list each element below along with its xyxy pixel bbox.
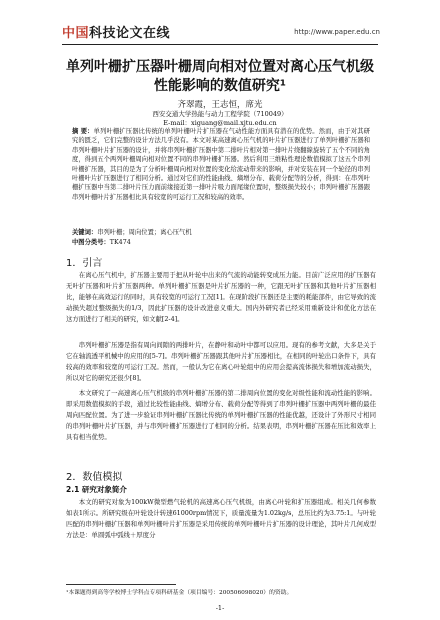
header-divider xyxy=(62,44,378,45)
section-1-paragraph-2: 串列叶栅扩压器是指有周向间隙的两排叶片，在静叶和动叶中都可以应用。现有的参考文献，大多是关于它在轴流透平机械中的应用的[5-7]。串列叶栅扩压器跟其他叶片扩压器相比，在相同的叶轮出口条件下，具有较高的效率和较宽的可运行工况。然而，一般认为它在离心叶轮组中的应用会提高流体损失和增加流动损失，所以对它的研究还很少[8]。 xyxy=(66,341,376,382)
section-1-paragraph-1: 在离心压气机中，扩压器主要用于把从叶轮中出来的气流的动能转变成压力能。目前广泛应用的扩压器有无叶扩压器和叶片扩压器两种。单列叶栅扩压器是叶片扩压器的一种，它跟无叶扩压器和其他叶片扩压器相比，能够在高效运行的同时，具有较宽的可运行工况[1]。在现阶段扩压器还是主要的耗能部件，由它导致的流动损失超过整级损失的1/3，因此扩压器的设计改进意义重大。国内外研究者已经采用重新设计和优化方法在这方面进行了相关的研究，如文献[2-4]。 xyxy=(66,271,376,323)
clc-label: 中图分类号： xyxy=(72,239,110,246)
section-1-heading: 1．引言 xyxy=(66,258,103,269)
abstract-label: 摘 要： xyxy=(72,128,94,135)
affiliation xyxy=(62,110,378,128)
site-url[interactable]: http://www.paper.edu.cn xyxy=(294,28,380,36)
clc-number xyxy=(72,238,370,247)
paper-title: 单列叶栅扩压器叶栅周向相对位置对离心压气机级性能影响的数值研究¹ xyxy=(66,59,374,94)
affiliation-institution: 西安交通大学热能与动力工程学院（710049） xyxy=(152,110,288,118)
page-header xyxy=(0,0,440,50)
footnote: ¹本课题得到高等学校博士学科点专项科研基金（项目编号：200506098020）的资助。 xyxy=(66,590,293,596)
abstract-text: 单列叶栅扩压器比传统的单列叶栅叶片扩压器在气动性能方面具有潜在的优势。然而，由于对其研究的匮乏，它们完整的设计方法几乎没有。本文对某高速离心压气机的叶片扩压器进行了单列叶栅扩压器和串列叶栅叶片扩压器的设计，并将串列叶栅扩压器中第二排叶片相对第一排叶片绕翻線旋转了五个不同的角度，得到五个两列叶栅周向相对位置不同的串列叶栅扩压器。然后利用三维粘性理论数值模拟了这五个串列叶栅扩压器，其目的是为了分析叶栅周向相对位置的变化给流动带来的影响，并对安装在同一个轮径的串列叶栅叶片扩压器进行了相同分析。通过对它们的性能曲线、熵增分布、载荷分配等的分析，得到：在串列叶栅扩压器中当第二排叶片压力面前缘接近第一排叶片吸力面尾缘位置时，整级损失较小；串列叶栅扩压器跟串列叶栅叶片扩压器相比具有较宽的可运行工况和较高的效率。 xyxy=(72,128,370,201)
logo-red-text: 中国 xyxy=(62,26,90,41)
footnote-divider xyxy=(66,584,176,585)
page-number: -1- xyxy=(215,604,225,612)
section-2-heading: 2．数值模拟 xyxy=(66,472,123,483)
keywords-label: 关键词： xyxy=(72,229,98,236)
section-2-1-paragraph-1: 本文的研究对象为100kW微型燃气轮机的高速离心压气机级，由离心叶轮和扩压器组成。相关几何参数如表1所示。所研究级在叶轮设计转速61000rpm情况下，质量流量为1.02kg/s，总压比约为3.75:1。与叶轮匹配的串列叶栅扩压器和单列叶栅叶片扩压器是采用传统的单列叶栅叶片扩压器的设计理论，其叶片几何成型方法是：单圆弧中弧线＋厚度分 xyxy=(66,498,376,539)
clc-text: TK474 xyxy=(109,239,131,246)
section-1-paragraph-3: 本文研究了一高速离心压气机级的串列叶栅扩压器的第二排周向位置的变化对级性能和流动性能的影响。即采用数值模拟的手段，通过比较性能曲线、熵增分布、载荷分配等得到了串列叶栅扩压器中两列叶栅的最佳周向匹配位置。为了进一步验证串列叶栅扩压器比传统的单列叶栅扩压器的性能优越，还设计了外形尺寸相同的串列叶栅叶片扩压器，并与串列叶栅扩压器进行了相同的分析。结果表明，串列叶栅扩压器在压比和效率上具有相当优势。 xyxy=(66,389,376,441)
affiliation-email: E-mail：xiguang@mail.xjtu.edu.cn xyxy=(163,119,277,127)
keywords-text: 串列叶栅；周向位置；离心压气机 xyxy=(97,229,192,236)
site-logo[interactable] xyxy=(62,22,170,41)
keywords xyxy=(72,228,370,237)
logo-text: 科技论文在线 xyxy=(89,26,171,41)
section-2-1-heading: 2.1 研究对象简介 xyxy=(66,485,127,494)
authors: 齐翠霞，王志恒，席光 xyxy=(177,100,263,110)
abstract xyxy=(72,127,370,202)
